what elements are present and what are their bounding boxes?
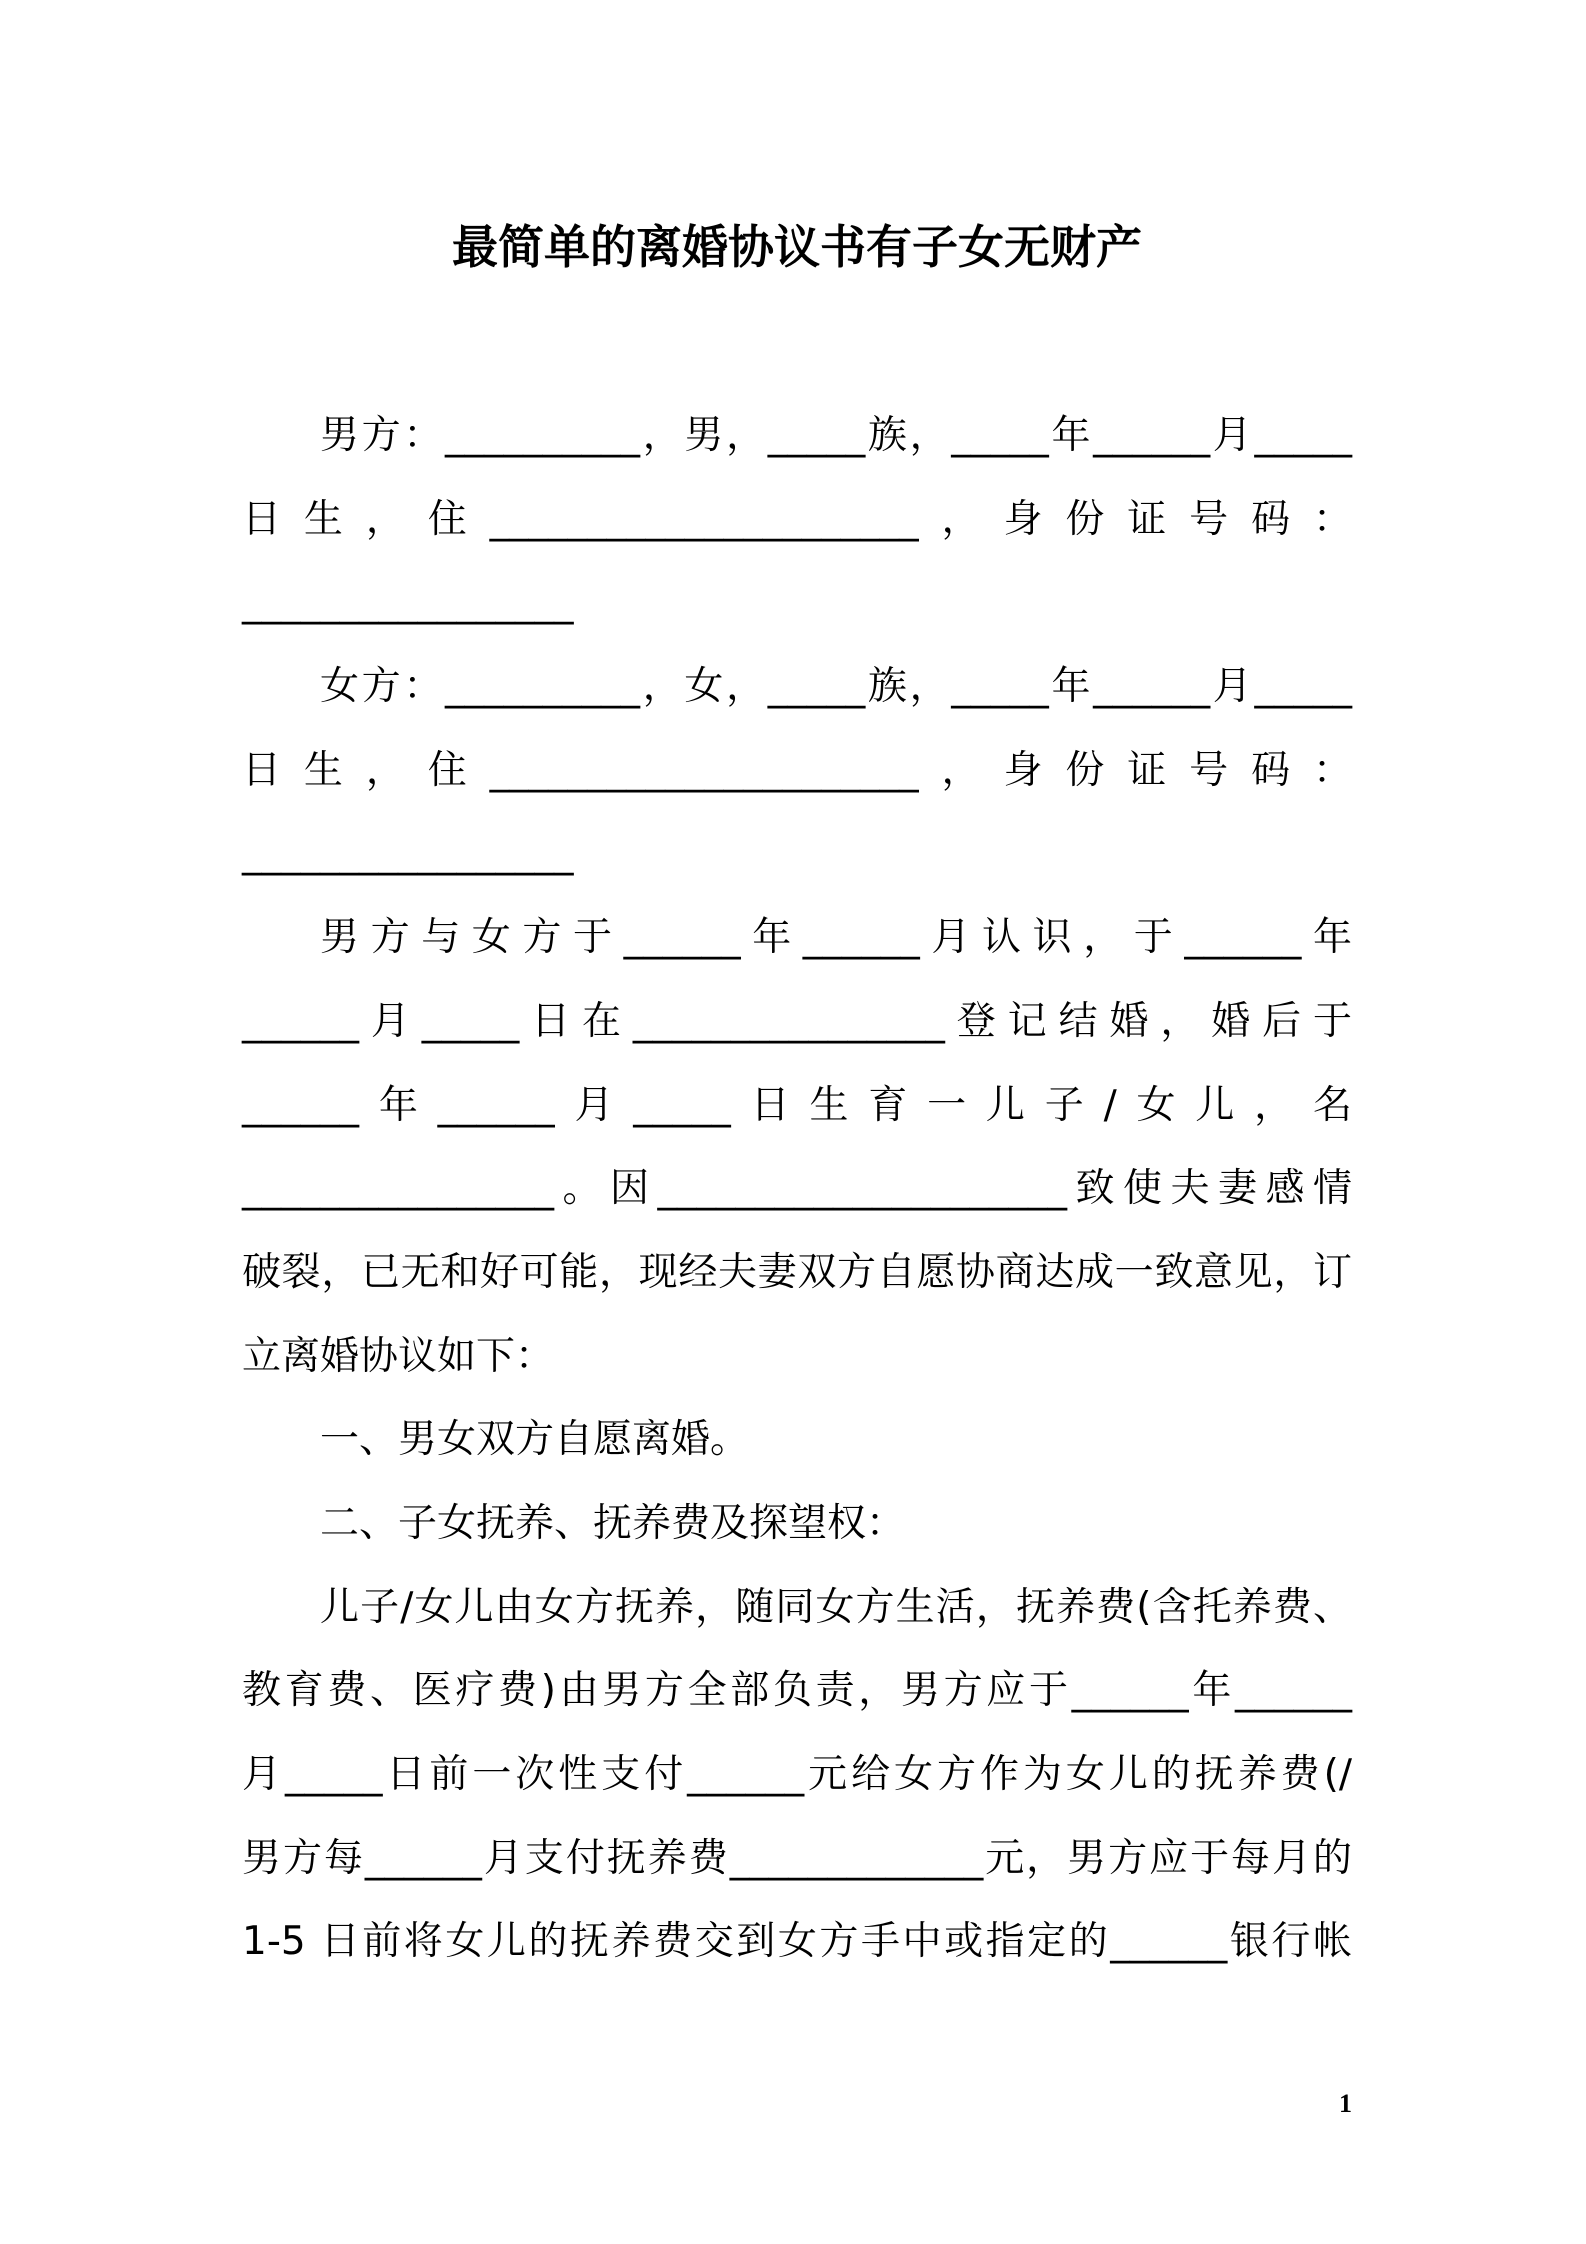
male-party-line-2: 日生，住______________________，身份证号码： xyxy=(242,496,1352,542)
document-title: 最简单的离婚协议书有子女无财产 xyxy=(452,220,1142,274)
background-line-5: 破裂，已无和好可能，现经夫妻双方自愿协商达成一致意见，订 xyxy=(242,1249,1352,1295)
background-line-1: 男方与女方于______年______月认识，于______年 xyxy=(320,915,1352,961)
male-party-line-1: 男方：__________，男，_____族，_____年______月_____ xyxy=(320,413,1352,458)
support-line-5: 1-5 日前将女儿的抚养费交到女方手中或指定的______银行帐 xyxy=(242,1919,1352,1965)
female-party-line-3: _________________ xyxy=(242,831,574,877)
female-party-line-1: 女方：__________，女，_____族，_____年______月_____ xyxy=(320,664,1352,710)
document-body xyxy=(242,394,1352,1984)
background-line-6: 立离婚协议如下： xyxy=(242,1333,555,1379)
background-line-2: ______月_____日在________________登记结婚，婚后于 xyxy=(242,998,1352,1044)
background-line-3: ______年______月_____日生育一儿子/女儿，名 xyxy=(242,1082,1352,1128)
child-support-terms xyxy=(242,1566,1352,1984)
clause-2-heading-line: 二、子女抚养、抚养费及探望权： xyxy=(320,1500,906,1546)
clause-1-line: 一、男女双方自愿离婚。 xyxy=(320,1417,750,1463)
support-line-4: 男方每______月支付抚养费_____________元，男方应于每月的 xyxy=(242,1835,1352,1881)
clause-2-heading xyxy=(242,1482,1352,1566)
page-number: 1 xyxy=(1339,2089,1352,2118)
clause-1-divorce xyxy=(242,1398,1352,1482)
female-party-info xyxy=(242,645,1352,896)
support-line-1: 儿子/女儿由女方抚养，随同女方生活，抚养费(含托养费、 xyxy=(320,1584,1352,1630)
female-party-line-2: 日生，住______________________，身份证号码： xyxy=(242,747,1352,793)
support-line-2: 教育费、医疗费)由男方全部负责，男方应于______年______ xyxy=(242,1668,1352,1714)
marriage-background xyxy=(242,896,1352,1398)
male-party-info xyxy=(242,394,1352,645)
support-line-3: 月_____日前一次性支付______元给女方作为女儿的抚养费(/ xyxy=(242,1752,1352,1797)
background-line-4: ________________。因_____________________致使夫妻感情 xyxy=(242,1166,1352,1212)
male-party-line-3: _________________ xyxy=(242,580,574,626)
